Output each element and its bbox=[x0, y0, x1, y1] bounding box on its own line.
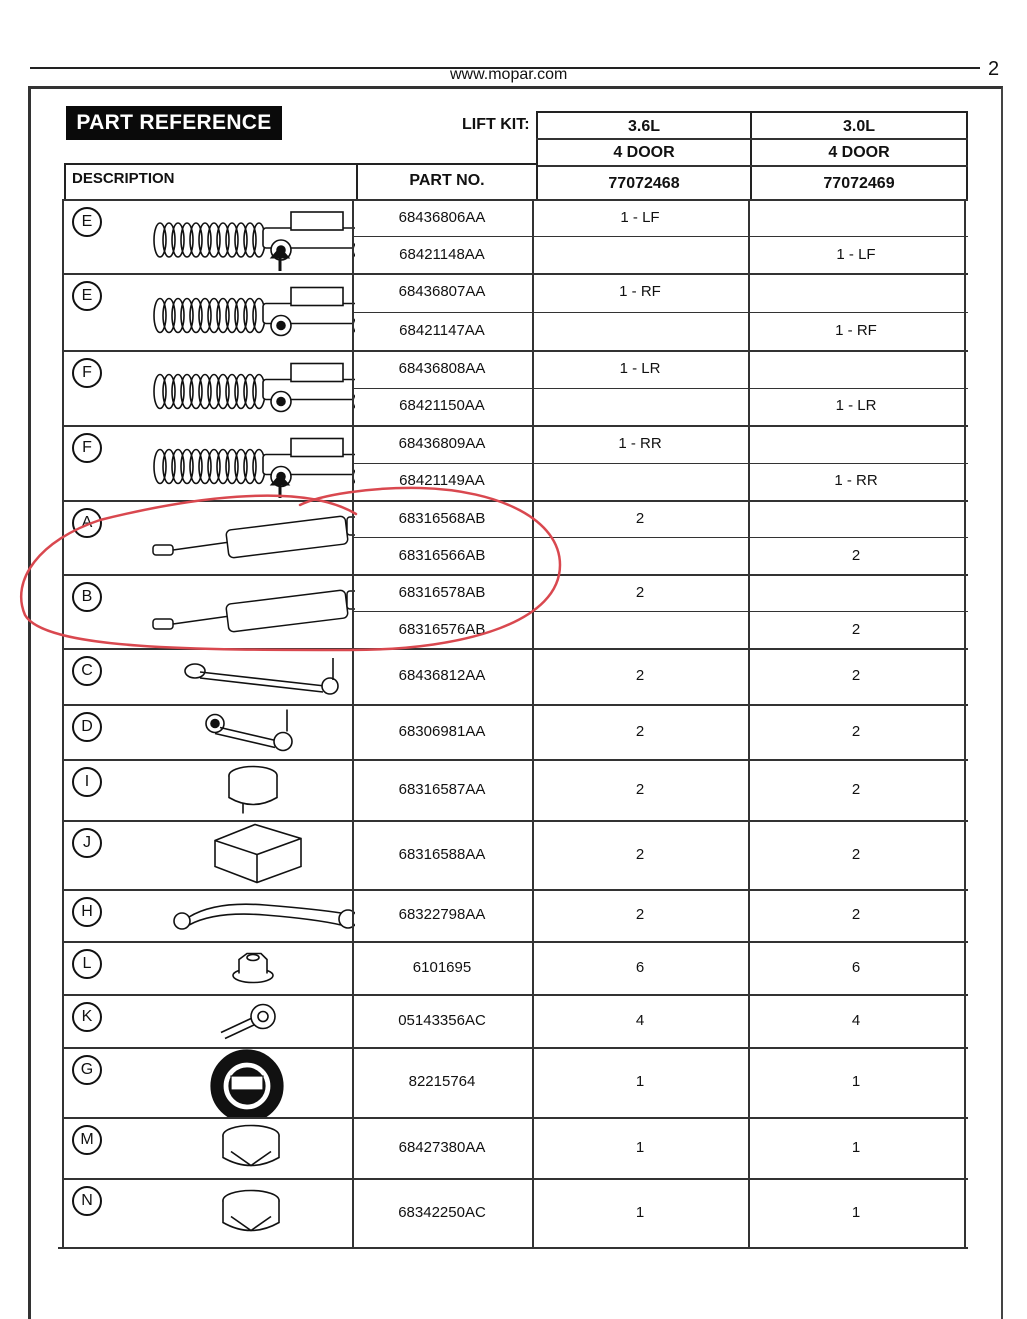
qty-kit-3-0: 2 bbox=[851, 546, 861, 564]
part-number: 68316587AA bbox=[398, 780, 486, 798]
qty-kit-3-6: 2 bbox=[635, 780, 645, 798]
part-number: 68316568AB bbox=[398, 509, 486, 527]
qty-kit-3-6: 1 - RF bbox=[619, 283, 661, 301]
qty-kit-3-0: 1 - RF bbox=[835, 321, 877, 339]
lift-kit-label: LIFT KIT: bbox=[462, 116, 530, 133]
part-number: 68316566AB bbox=[398, 546, 486, 564]
page-url: www.mopar.com bbox=[450, 66, 568, 83]
part-number: 68436808AA bbox=[398, 359, 486, 377]
part-number: 6101695 bbox=[412, 958, 472, 976]
part-number: 68436812AA bbox=[398, 667, 486, 684]
qty-kit-3-0: 4 bbox=[851, 1011, 861, 1029]
part-number: 68421148AA bbox=[399, 245, 485, 263]
qty-kit-3-0: 2 bbox=[851, 845, 861, 863]
part-letter-badge: E bbox=[72, 281, 102, 311]
part-letter-badge: L bbox=[72, 949, 102, 979]
part-number: 05143356AC bbox=[398, 1011, 486, 1029]
part-number: 68316576AB bbox=[398, 620, 486, 638]
page-title: PART REFERENCE bbox=[66, 106, 282, 140]
qty-kit-3-0: 1 bbox=[851, 1203, 861, 1221]
qty-kit-3-6: 1 - RR bbox=[618, 434, 662, 452]
qty-kit-3-0: 1 bbox=[851, 1138, 861, 1156]
description-header-label: DESCRIPTION bbox=[72, 170, 175, 187]
part-number: 68421147AA bbox=[399, 321, 485, 339]
part-number: 68421149AA bbox=[399, 472, 485, 490]
qty-kit-3-0: 2 bbox=[851, 780, 861, 798]
part-letter-badge: F bbox=[72, 433, 102, 463]
qty-kit-3-6: 1 bbox=[635, 1073, 645, 1090]
kit-doors: 4 DOOR bbox=[613, 144, 675, 161]
qty-kit-3-6: 1 bbox=[635, 1203, 645, 1221]
part-letter-badge: J bbox=[72, 828, 102, 858]
qty-kit-3-0: 2 bbox=[851, 667, 861, 684]
qty-kit-3-6: 2 bbox=[635, 667, 645, 684]
kit-number: 77072469 bbox=[823, 175, 895, 192]
part-number: 68436806AA bbox=[398, 208, 486, 226]
qty-kit-3-0: 2 bbox=[851, 620, 861, 638]
qty-kit-3-6: 2 bbox=[635, 906, 645, 923]
part-letter-badge: B bbox=[72, 582, 102, 612]
qty-kit-3-0: 1 - RR bbox=[834, 472, 878, 490]
qty-kit-3-6: 1 - LF bbox=[620, 208, 660, 226]
qty-kit-3-0: 2 bbox=[851, 722, 861, 740]
part-number: 68342250AC bbox=[398, 1203, 486, 1221]
qty-kit-3-6: 2 bbox=[635, 722, 645, 740]
part-letter-badge: I bbox=[72, 767, 102, 797]
qty-kit-3-0: 2 bbox=[851, 906, 861, 923]
part-number: 68436809AA bbox=[398, 434, 486, 452]
kit-doors: 4 DOOR bbox=[828, 144, 890, 161]
part-number: 68316578AB bbox=[398, 583, 486, 601]
qty-kit-3-6: 1 bbox=[635, 1138, 645, 1156]
part-letter-badge: A bbox=[72, 508, 102, 538]
qty-kit-3-0: 1 bbox=[851, 1073, 861, 1090]
kit-number: 77072468 bbox=[608, 175, 680, 192]
kit-engine: 3.0L bbox=[842, 118, 875, 135]
qty-kit-3-0: 1 - LF bbox=[836, 245, 876, 263]
part-number: 68322798AA bbox=[398, 906, 486, 923]
part-letter-badge: E bbox=[72, 207, 102, 237]
qty-kit-3-6: 1 - LR bbox=[619, 359, 661, 377]
qty-kit-3-0: 1 - LR bbox=[835, 397, 877, 415]
part-letter-badge: N bbox=[72, 1186, 102, 1216]
part-letter-badge: G bbox=[72, 1055, 102, 1085]
part-letter-badge: H bbox=[72, 897, 102, 927]
qty-kit-3-0: 6 bbox=[851, 958, 861, 976]
qty-kit-3-6: 4 bbox=[635, 1011, 645, 1029]
part-letter-badge: C bbox=[72, 656, 102, 686]
part-number: 68427380AA bbox=[398, 1138, 486, 1156]
page-number: 2 bbox=[988, 58, 1000, 80]
qty-kit-3-6: 2 bbox=[635, 845, 645, 863]
part-letter-badge: K bbox=[72, 1002, 102, 1032]
part-no-header-label: PART NO. bbox=[409, 172, 485, 189]
qty-kit-3-6: 6 bbox=[635, 958, 645, 976]
qty-kit-3-6: 2 bbox=[635, 583, 645, 601]
kit-engine: 3.6L bbox=[627, 118, 660, 135]
part-letter-badge: F bbox=[72, 358, 102, 388]
part-letter-badge: D bbox=[72, 712, 102, 742]
part-number: 68421150AA bbox=[399, 397, 485, 415]
part-number: 82215764 bbox=[408, 1073, 476, 1090]
qty-kit-3-6: 2 bbox=[635, 509, 645, 527]
part-number: 68306981AA bbox=[398, 722, 486, 740]
part-letter-badge: M bbox=[72, 1125, 102, 1155]
part-number: 68316588AA bbox=[398, 845, 486, 863]
part-number: 68436807AA bbox=[398, 283, 486, 301]
